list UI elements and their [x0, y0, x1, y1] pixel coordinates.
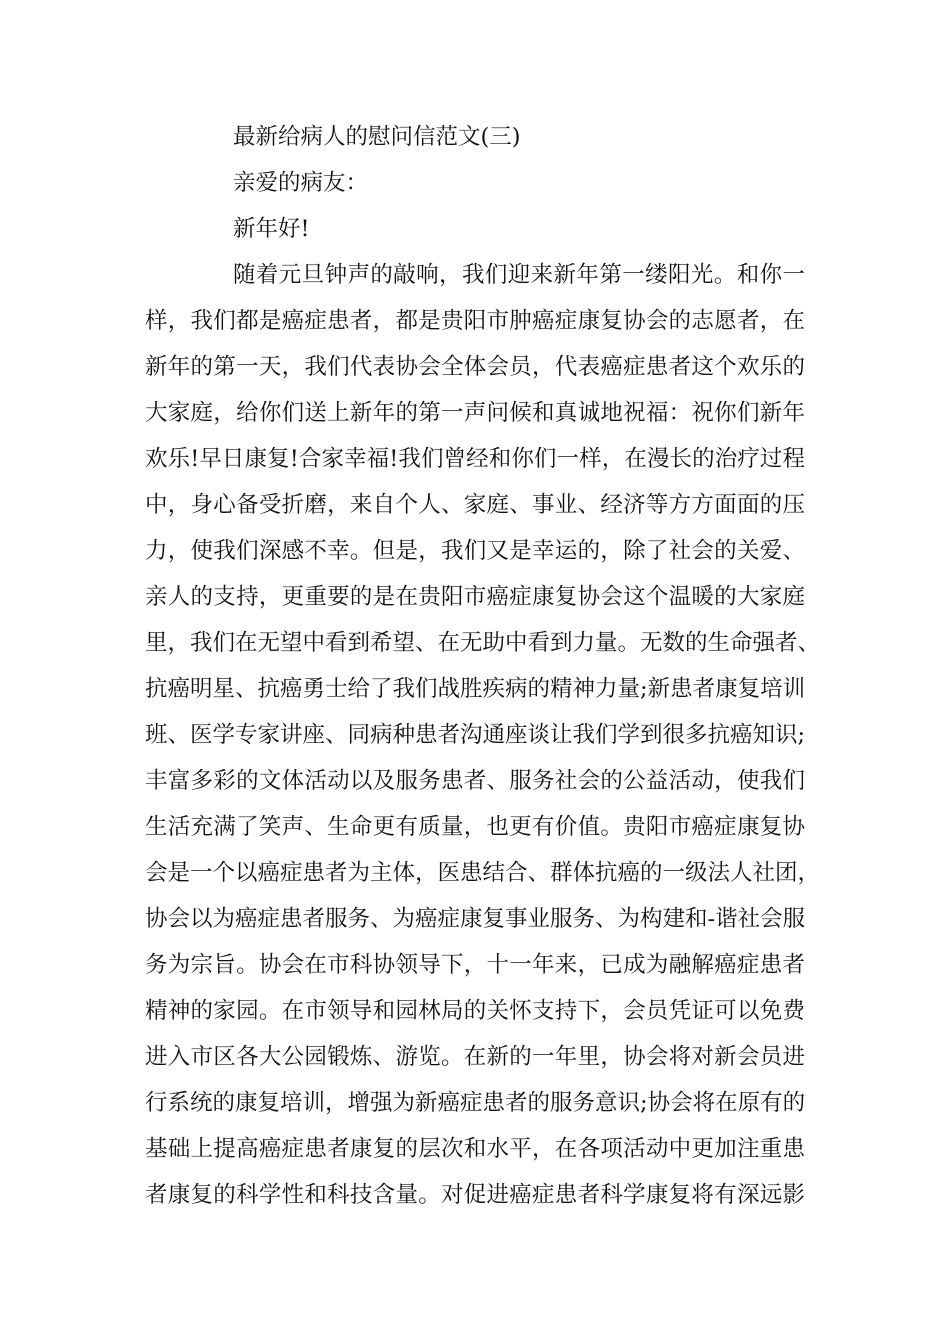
body-line: 行系统的康复培训，增强为新癌症患者的服务意识;协会将在原有的	[145, 1090, 806, 1116]
body-line: 随着元旦钟声的敲响，我们迎来新年第一缕阳光。和你一	[233, 262, 805, 288]
body-line: 里，我们在无望中看到希望、在无助中看到力量。无数的生命强者、	[145, 630, 821, 656]
body-line: 者康复的科学性和科技含量。对促进癌症患者科学康复将有深远影	[145, 1182, 805, 1208]
body-line: 欢乐!早日康复!合家幸福!我们曾经和你们一样，在漫长的治疗过程	[145, 446, 805, 472]
letter-title: 最新给病人的慰问信范文(三)	[233, 124, 521, 150]
letter-salutation: 亲爱的病友：	[233, 170, 369, 196]
body-line: 中，身心备受折磨，来自个人、家庭、事业、经济等方方面面的压	[145, 492, 805, 518]
body-line: 亲人的支持，更重要的是在贵阳市癌症康复协会这个温暖的大家庭	[145, 584, 805, 610]
body-line: 丰富多彩的文体活动以及服务患者、服务社会的公益活动，使我们	[145, 768, 805, 794]
body-line: 基础上提高癌症患者康复的层次和水平，在各项活动中更加注重患	[145, 1136, 805, 1162]
body-line: 进入市区各大公园锻炼、游览。在新的一年里，协会将对新会员进	[145, 1044, 805, 1070]
body-line: 抗癌明星、抗癌勇士给了我们战胜疾病的精神力量;新患者康复培训	[145, 676, 806, 702]
body-line: 精神的家园。在市领导和园林局的关怀支持下，会员凭证可以免费	[145, 998, 805, 1024]
body-line: 力，使我们深感不幸。但是，我们又是幸运的，除了社会的关爱、	[145, 538, 805, 564]
body-line: 班、医学专家讲座、同病种患者沟通座谈让我们学到很多抗癌知识;	[145, 722, 806, 748]
body-line: 生活充满了笑声、生命更有质量，也更有价值。贵阳市癌症康复协	[145, 814, 805, 840]
letter-greeting: 新年好!	[233, 216, 310, 242]
body-line: 样，我们都是癌症患者，都是贵阳市肿癌症康复协会的志愿者，在	[145, 308, 805, 334]
body-line: 会是一个以癌症患者为主体，医患结合、群体抗癌的一级法人社团，	[145, 860, 821, 886]
body-line: 大家庭，给你们送上新年的第一声问候和真诚地祝福：祝你们新年	[145, 400, 805, 426]
body-line: 新年的第一天，我们代表协会全体会员，代表癌症患者这个欢乐的	[145, 354, 805, 380]
body-line: 务为宗旨。协会在市科协领导下，十一年来，已成为融解癌症患者	[145, 952, 805, 978]
body-line: 协会以为癌症患者服务、为癌症康复事业服务、为构建和-谐社会服	[145, 906, 806, 932]
